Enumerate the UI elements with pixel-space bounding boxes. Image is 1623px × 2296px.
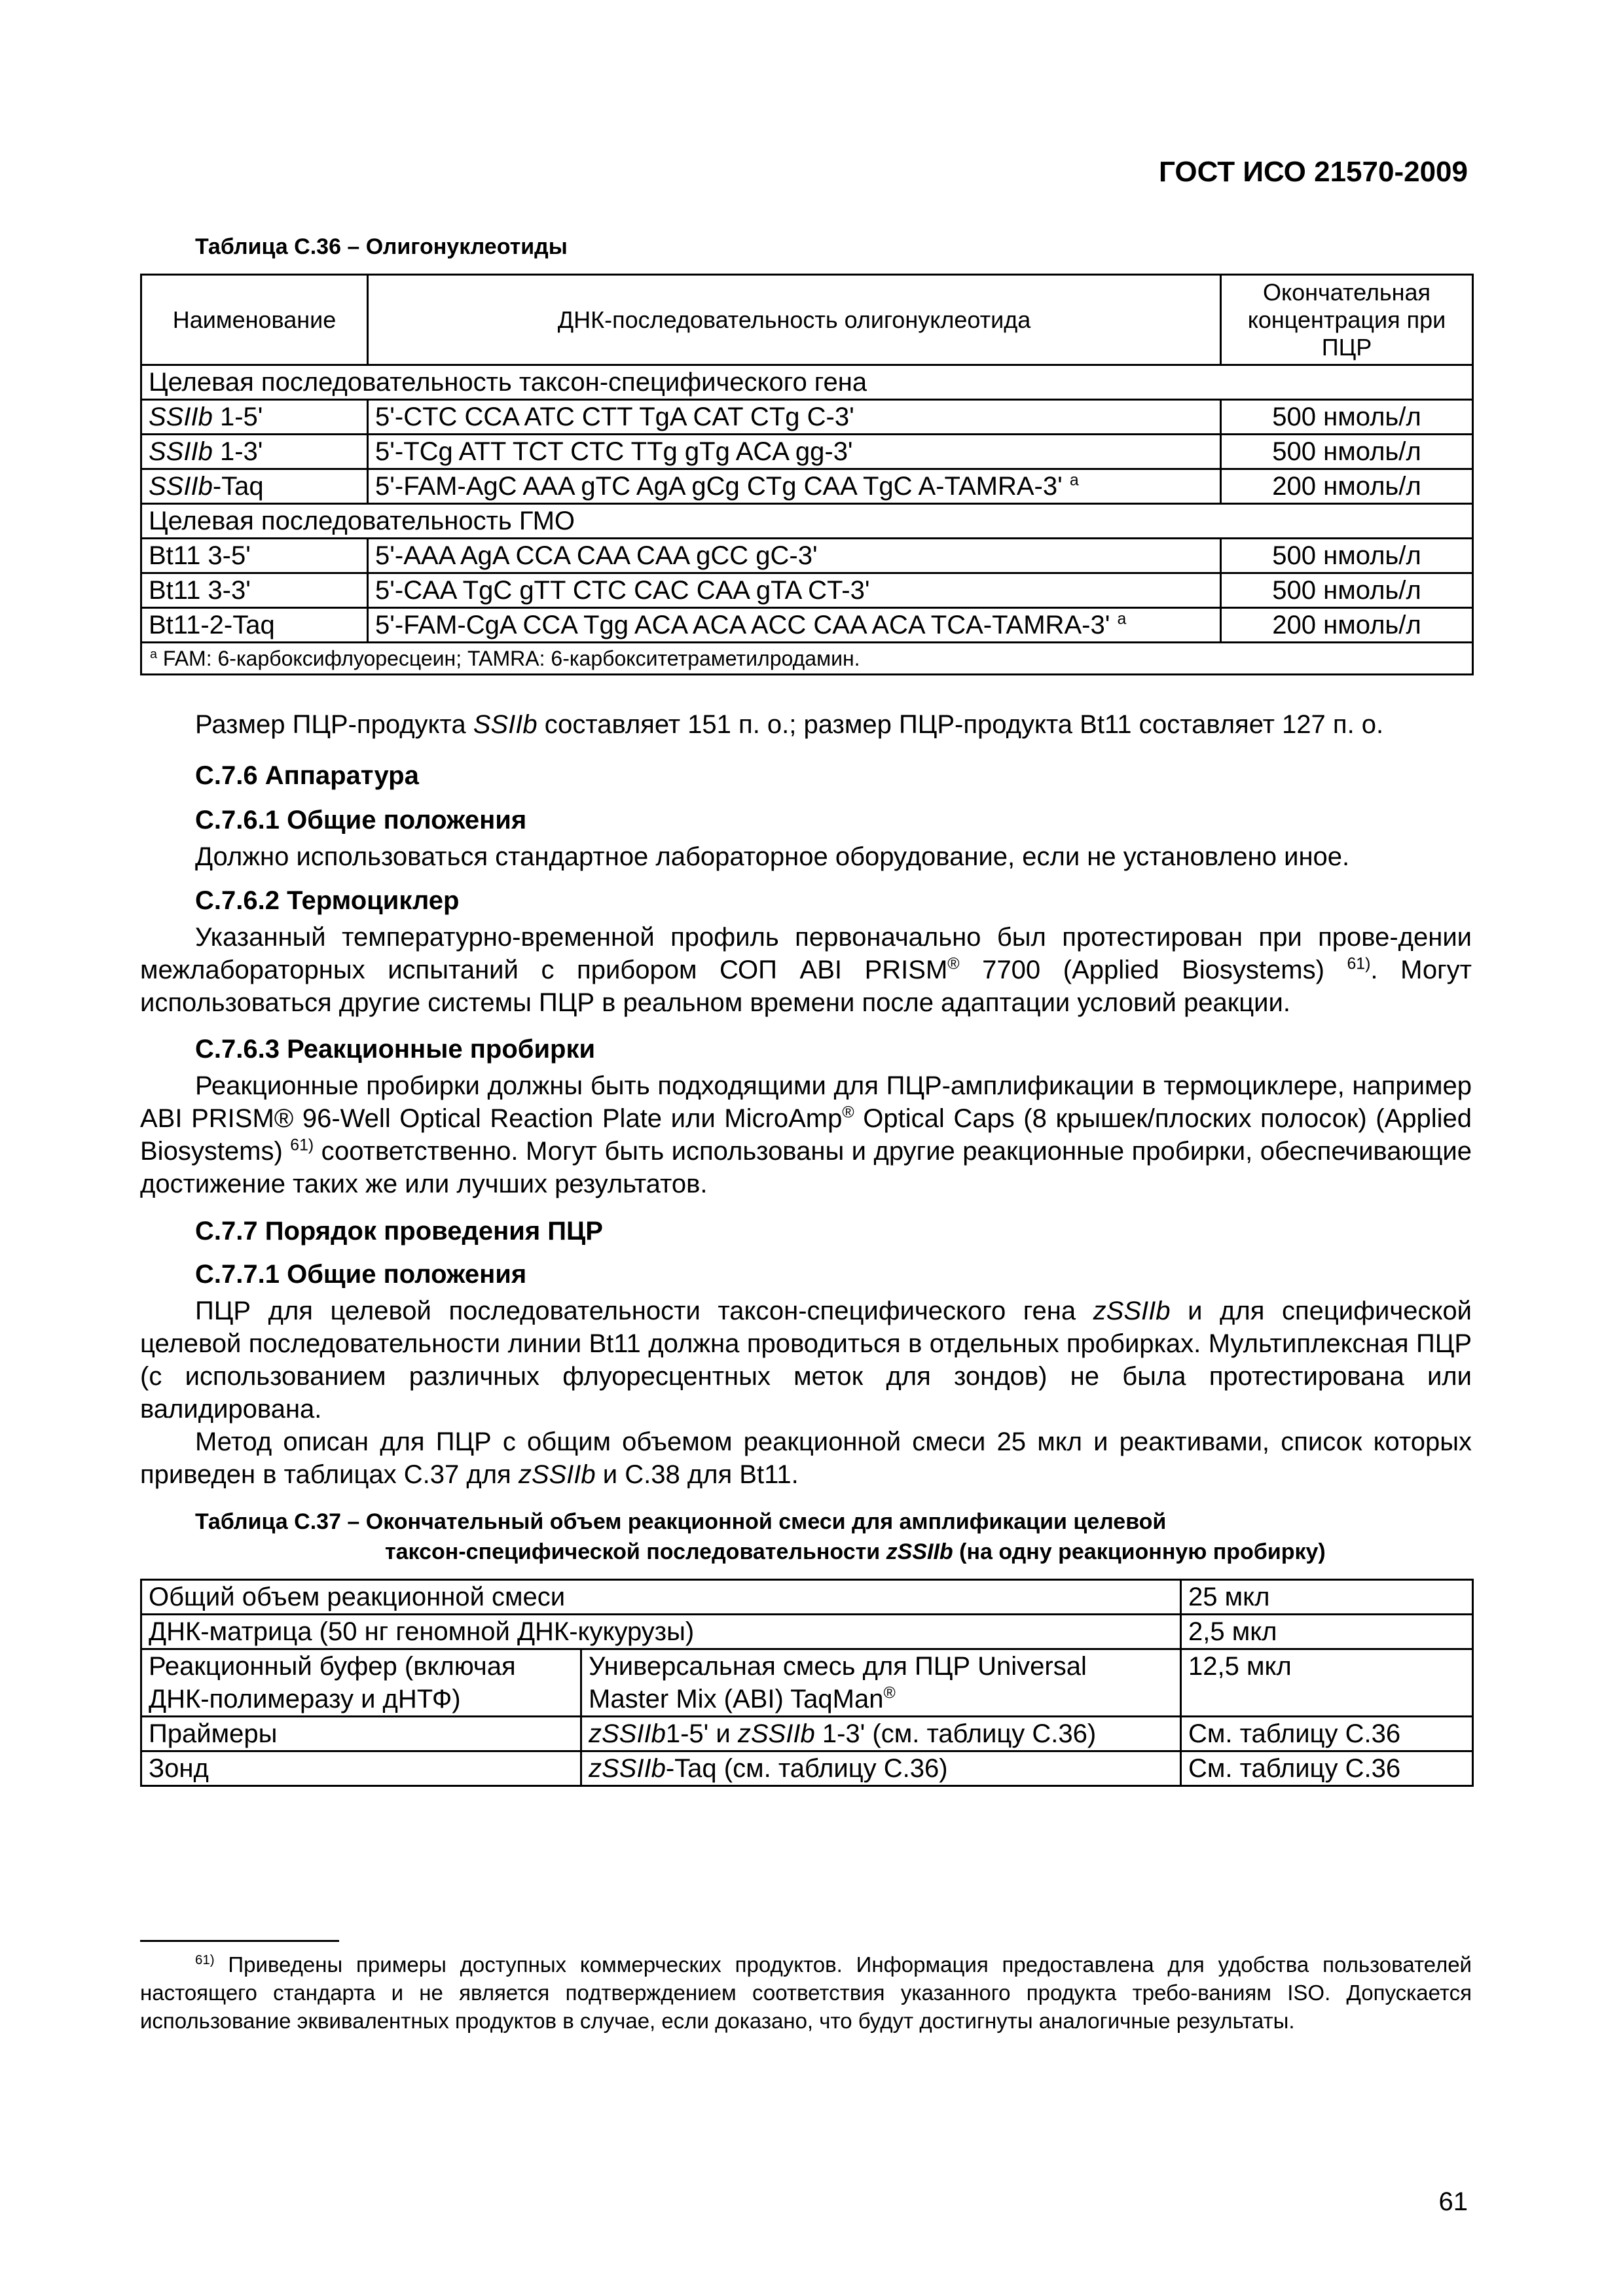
section-heading-c763: С.7.6.3 Реакционные пробирки [195, 1035, 596, 1064]
table-row [141, 539, 1473, 573]
section-heading-c77: С.7.7 Порядок проведения ПЦР [195, 1217, 603, 1246]
component-name: ДНК-матрица (50 нг геномной ДНК-кукурузы) [141, 1615, 1181, 1649]
table-row [141, 1615, 1473, 1649]
col-concentration-header: Окончательная концентрация при ПЦР [1221, 275, 1473, 365]
paragraph-c762: Указанный температурно-временной профиль первоначально был протестирован при прове-дении межлабораторных испытаний с прибором СОП ABI PRISM® 7700 (Applied Biosystems) $^{61)}$. Могут использоваться другие системы ПЦР в реальном времени после адаптации условий реакции. [140, 923, 1472, 1017]
component-detail: zSSIIb-Taq (см. таблицу С.36) [581, 1751, 1181, 1786]
oligo-sequence: 5'-FAM-CgA CCA Tgg ACA ACA ACC CAA ACA TCA-TAMRA-3' $^a$ [368, 608, 1221, 643]
oligo-concentration: 500 нмоль/л [1221, 573, 1473, 608]
oligo-concentration: 500 нмоль/л [1221, 539, 1473, 573]
table-36-header [141, 275, 1473, 365]
component-name: Зонд [141, 1751, 581, 1786]
table-37-caption-line-2: таксон-специфической последовательности zSSIIb (на одну реакционную пробирку) [385, 1539, 1326, 1564]
component-detail: Универсальная смесь для ПЦР Universal Master Mix (ABI) TaqMan® [581, 1649, 1181, 1717]
component-volume: См. таблицу С.36 [1181, 1751, 1473, 1786]
component-name: Реакционный буфер (включая ДНК-полимеразу и дНТФ) [141, 1649, 581, 1717]
oligo-name: SSIIb 1-5' [141, 400, 368, 435]
footnote-marker: a [1117, 610, 1127, 628]
table-row [141, 608, 1473, 643]
table-row [141, 469, 1473, 504]
component-name: Праймеры [141, 1717, 581, 1751]
table-37-reaction-mix [140, 1579, 1474, 1787]
paragraph-c771-a: ПЦР для целевой последовательности таксон-специфического гена zSSIIb и для специфической целевой последовательности линии Bt11 должна проводиться в отдельных пробирках. Мультиплексная ПЦР (с использованием различных флуоресцентных меток для зондов) не была протестирована или валидирована. [140, 1297, 1472, 1424]
oligo-concentration: 500 нмоль/л [1221, 435, 1473, 469]
group-label: Целевая последовательность таксон-специфического гена [141, 365, 1473, 400]
table-row [141, 1649, 1473, 1717]
oligo-sequence: 5'-TCg ATT TCT CTC TTg gTg ACA gg-3' [368, 435, 1221, 469]
paragraph-c771-b: Метод описан для ПЦР с общим объемом реакционной смеси 25 мкл и реактивами, список которых приведен в таблицах С.37 для zSSIIb и С.38 для Bt11. [140, 1427, 1472, 1489]
table-row [141, 400, 1473, 435]
section-heading-c76: С.7.6 Аппаратура [195, 761, 419, 790]
section-heading-c761: С.7.6.1 Общие положения [195, 806, 527, 834]
table-row [141, 1717, 1473, 1751]
oligo-name: SSIIb 1-3' [141, 435, 368, 469]
component-volume: См. таблицу С.36 [1181, 1717, 1473, 1751]
oligo-name: Bt11 3-3' [141, 573, 368, 608]
component-volume: 25 мкл [1181, 1580, 1473, 1615]
footnote-divider [140, 1940, 339, 1942]
oligo-sequence: 5'-FAM-AgC AAA gTC AgA gCg CTg CAA TgC A-TAMRA-3' $^a$ [368, 469, 1221, 504]
table-row [141, 435, 1473, 469]
section-heading-c762: С.7.6.2 Термоциклер [195, 886, 460, 915]
footnote-marker: a [1069, 471, 1079, 490]
table-36-caption: Таблица С.36 – Олигонуклеотиды [195, 234, 568, 259]
paragraph-c761: Должно использоваться стандартное лабораторное оборудование, если не установлено иное. [195, 842, 1350, 871]
table-footnote: $^a$ FAM: 6-карбоксифлуоресцеин; TAMRA: 6-карбокситетраметилродамин. [141, 643, 1473, 675]
paragraph-c763: Реакционные пробирки должны быть подходящими для ПЦР-амплификации в термоциклере, например ABI PRISM® 96-Well Optical Reaction Plate или MicroAmp® Optical Caps (8 крышек/плоских полосок) (Applied Biosystems) $^{61)}$ соответственно. Могут быть использованы и другие реакционные пробирки, обеспечивающие достижение таких же или лучших результатов. [140, 1071, 1472, 1198]
group-label: Целевая последовательность ГМО [141, 504, 1473, 539]
col-sequence-header: ДНК-последовательность олигонуклеотида [368, 275, 1221, 365]
pcr-product-size-paragraph: Размер ПЦР-продукта SSIIb составляет 151 п. о.; размер ПЦР-продукта Bt11 составляет 127 п. о. [195, 710, 1384, 739]
group-row [141, 504, 1473, 539]
table-row [141, 573, 1473, 608]
component-name: Общий объем реакционной смеси [141, 1580, 1181, 1615]
table-footnote-row [141, 643, 1473, 675]
oligo-sequence: 5'-CTC CCA ATC CTT TgA CAT CTg C-3' [368, 400, 1221, 435]
oligo-concentration: 500 нмоль/л [1221, 400, 1473, 435]
oligo-concentration: 200 нмоль/л [1221, 608, 1473, 643]
table-36-oligonucleotides [140, 274, 1474, 675]
oligo-name: SSIIb-Taq [141, 469, 368, 504]
table-row [141, 1751, 1473, 1786]
table-37-caption-line-1: Таблица С.37 – Окончательный объем реакционной смеси для амплификации целевой [195, 1509, 1167, 1534]
oligo-sequence: 5'-AAA AgA CCA CAA CAA gCC gC-3' [368, 539, 1221, 573]
component-detail: zSSIIb1-5' и zSSIIb 1-3' (см. таблицу С.36) [581, 1717, 1181, 1751]
table-row [141, 1580, 1473, 1615]
document-id: ГОСТ ИСО 21570-2009 [1158, 156, 1468, 188]
oligo-name: Bt11-2-Taq [141, 608, 368, 643]
col-name-header: Наименование [141, 275, 368, 365]
group-row [141, 365, 1473, 400]
component-volume: 12,5 мкл [1181, 1649, 1473, 1717]
component-volume: 2,5 мкл [1181, 1615, 1473, 1649]
section-heading-c771: С.7.7.1 Общие положения [195, 1260, 527, 1289]
page-number: 61 [1438, 2187, 1468, 2216]
oligo-sequence: 5'-CAA TgC gTT CTC CAC CAA gTA CT-3' [368, 573, 1221, 608]
footnote-61: $^{61)}$ Приведены примеры доступных коммерческих продуктов. Информация предоставлена для удобства пользователей настоящего стандарта и не является подтверждением соответствия указанного продукта требо-ваниям ISO. Допускается использование эквивалентных продуктов в случае, если доказано, что будут достигнуты аналогичные результаты. [140, 1952, 1472, 2033]
oligo-name: Bt11 3-5' [141, 539, 368, 573]
oligo-concentration: 200 нмоль/л [1221, 469, 1473, 504]
